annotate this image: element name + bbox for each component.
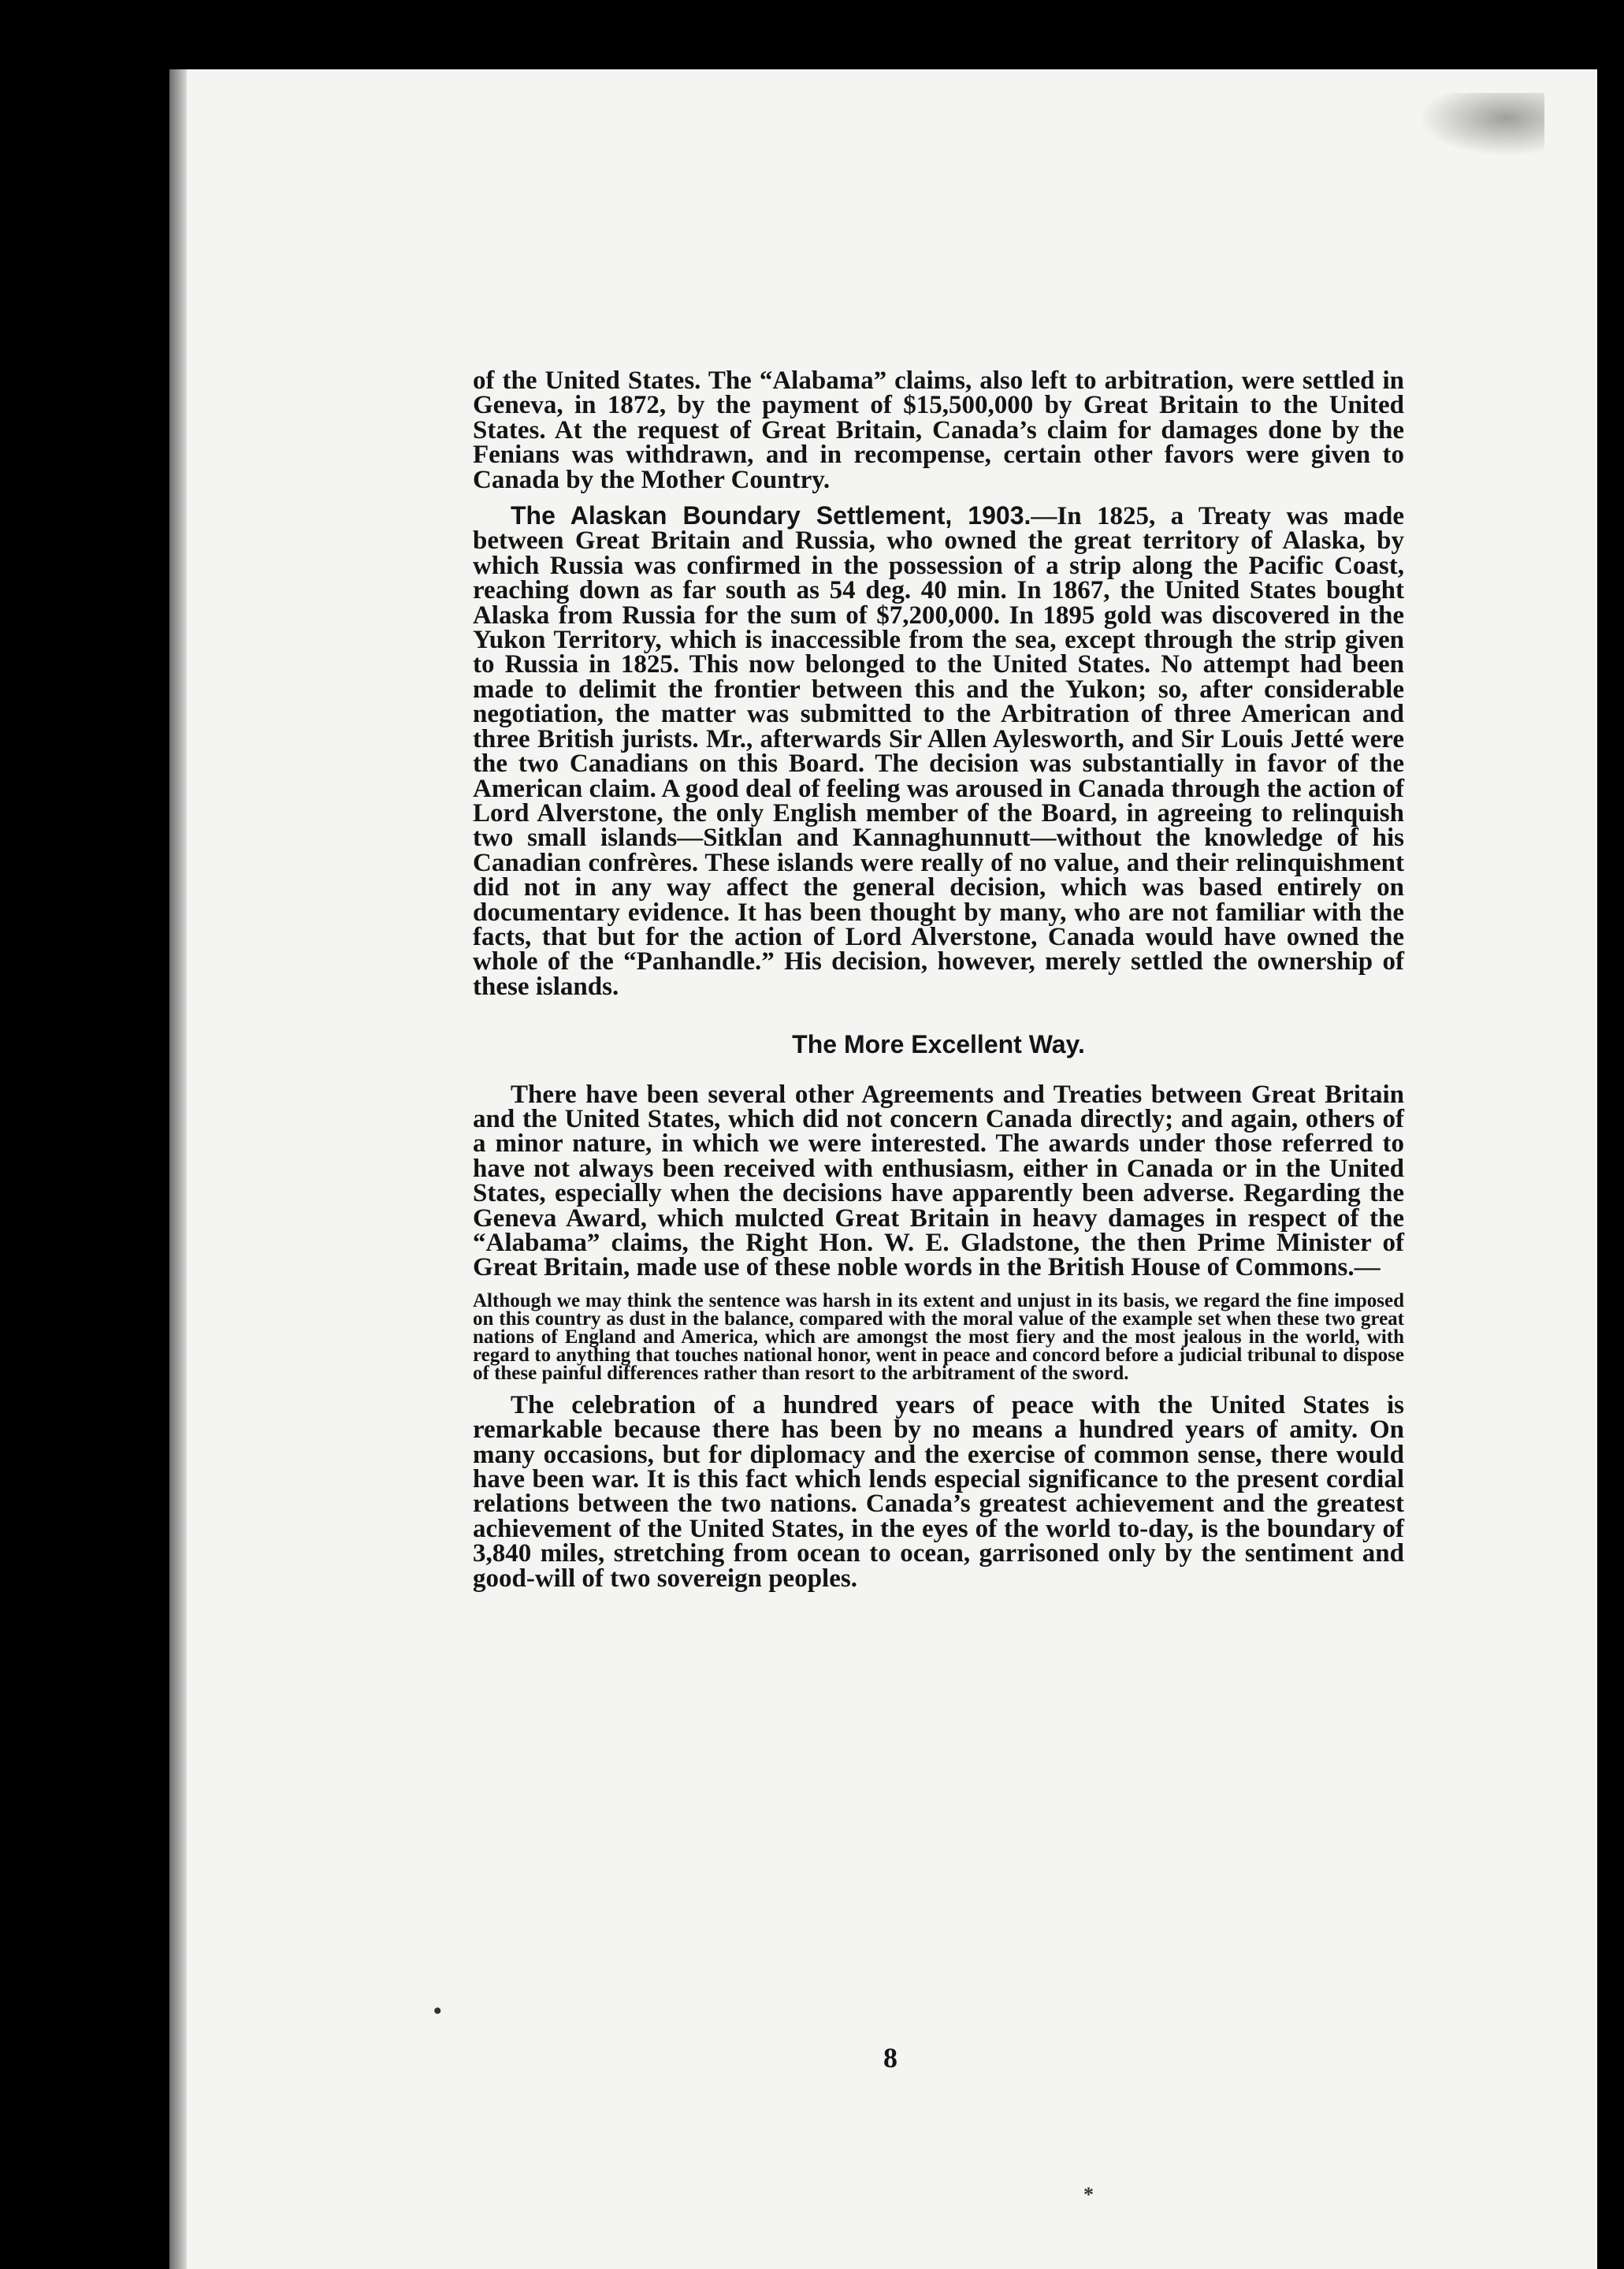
gladstone-quote: Although we may think the sentence was harsh in its extent and unjust in its basis, we regard the fine imposed on this country as dust in the balance, compared with the moral value of the example set when these two great nations of England and America, which are amongst the most fiery and the most jealous in the world, with regard to anything that touches national honor, went in peace and concord before a judicial tribunal to dispose of these painful differences rather than resort to the arbitrament of the sword. [473, 1289, 1404, 1384]
body-text [473, 366, 1405, 1593]
alaskan-boundary-heading: The Alaskan Boundary Settlement, 1903. [511, 501, 1031, 530]
paragraph-hundred-years-peace: The celebration of a hundred years of peace with the United States is remarkable because there has been by no means a hundred years of amity. On many occasions, but for diplomacy and the exercise of common sense, there would have been war. It is this fact which lends especial significance to the present cordial relations between the two nations. Canada’s greatest achievement and the greatest achievement of the United States, in the eyes of the world to-day, is the boundary of 3,840 miles, stretching from ocean to ocean, garrisoned only by the sentiment and good-will of two sovereign peoples. [473, 1390, 1404, 1593]
alaskan-boundary-text: —In 1825, a Treaty was made between Great Britain and Russia, who owned the great territory of Alaska, by which Russia was confirmed in the possession of a strip along the Pacific Coast, reaching down as far south as 54 deg. 40 min. In 1867, the United States bought Alaska from Russia for the sum of $7,200,000. In 1895 gold was discovered in the Yukon Territory, which is inaccessible from the sea, except through the strip given to Russia in 1825. This now belonged to the United States. No attempt had been made to delimit the frontier between this and the Yukon; so, after considerable negotiation, the matter was submitted to the Arbitration of three American and three British jurists. Mr., afterwards Sir Allen Aylesworth, and Sir Louis Jetté were the two Canadians on this Board. The decision was substantially in favor of the American claim. A good deal of feeling was aroused in Canada through the action of Lord Alverstone, the only English member of the Board, in agreeing to relinquish two small islands—Sitklan and Kannaghunnutt—without the knowledge of his Canadian confrères. These islands were really of no value, and their relinquishment did not in any way affect the general decision, which was based entirely on documentary evidence. It has been thought by many, who are not familiar with the facts, that but for the action of Lord Alverstone, Canada would have owned the whole of the “Panhandle.” His decision, however, merely settled the ownership of these islands. [473, 502, 1405, 1001]
page-corner-smudge [1418, 93, 1544, 156]
page-binding-edge [169, 69, 187, 2269]
paragraph-other-agreements: There have been several other Agreements and Treaties between Great Britain and the United States, which did not concern Canada directly; and again, others of a minor nature, in which we were interested. The awards under those referred to have not always been received with enthusiasm, either in Canada or in the United States, especially when the decisions have apparently been adverse. Regarding the Geneva Award, which mulcted Great Britain in heavy damages in respect of the “Alabama” claims, the Right Hon. W. E. Gladstone, the then Prime Minister of Great Britain, made use of these noble words in the British House of Commons.— [473, 1080, 1404, 1282]
section-heading-more-excellent-way: The More Excellent Way. [792, 1030, 1085, 1059]
ink-speck: * [1083, 2183, 1094, 2206]
page-number: 8 [883, 2042, 897, 2074]
paragraph-alabama-claims: of the United States. The “Alabama” claims, also left to arbitration, were settled in Geneva, in 1872, by the payment of $15,500,000 by Great Britain to the United States. At the request of Great Britain, Canada’s claim for damages done by the Fenians was withdrawn, and in recompense, certain other favors were given to Canada by the Mother Country. [473, 366, 1404, 494]
ink-speck: • [433, 1998, 442, 2024]
paragraph-alaskan-boundary [473, 501, 1405, 1001]
